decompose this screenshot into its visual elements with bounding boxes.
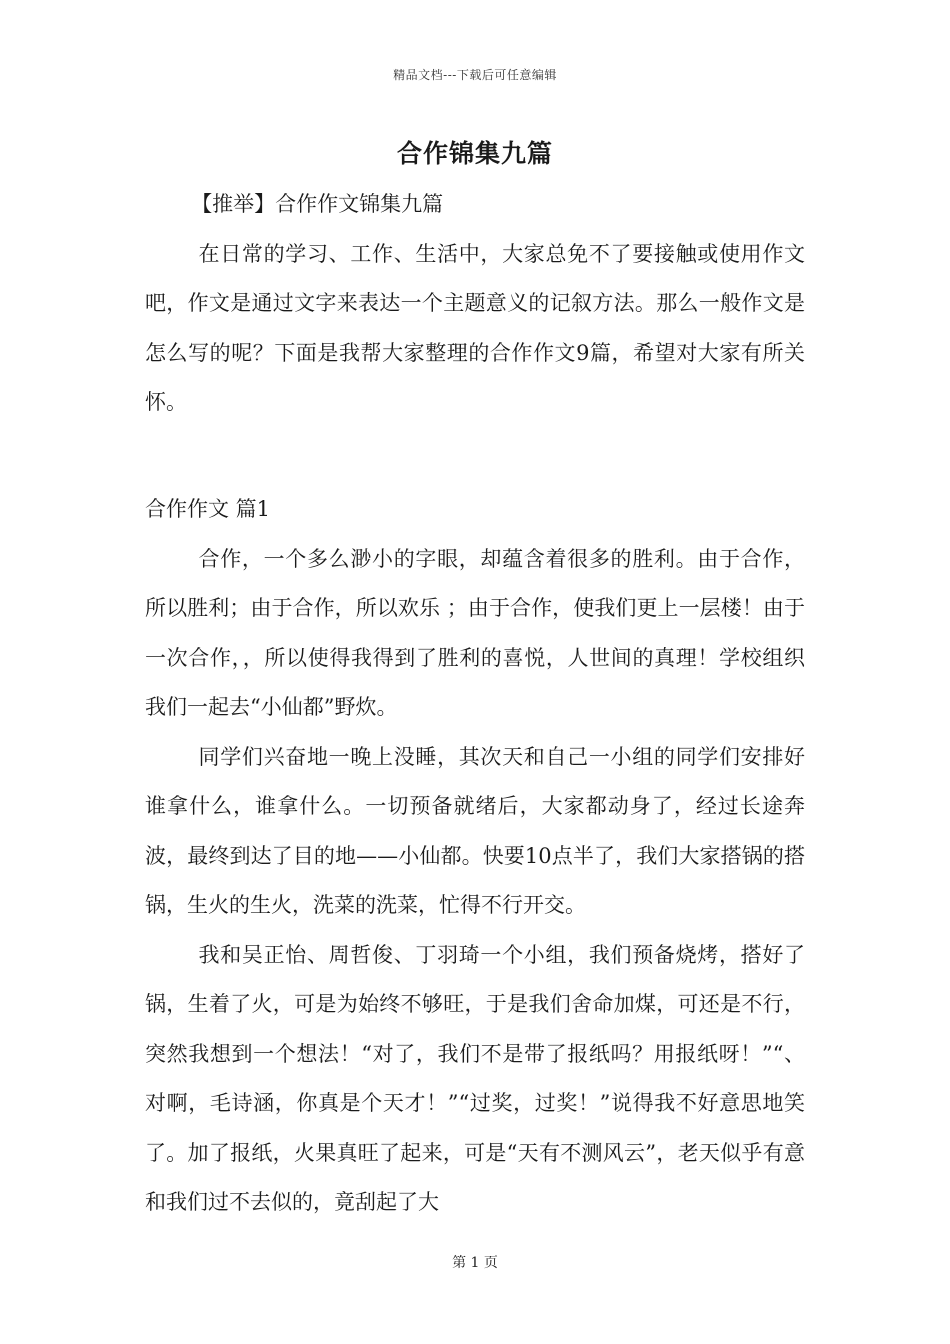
blank-line: [145, 428, 805, 478]
section-heading: 合作作文 篇1: [145, 497, 271, 521]
page-number: 第 1 页: [452, 1255, 498, 1271]
body-paragraph: 同学们兴奋地一晚上没睡，其次天和自己一小组的同学们安排好谁拿什么，谁拿什么。一切预备就绪后，大家都动身了，经过长途奔波，最终到达了目的地——小仙都。快要10点半了，我们大家搭锅的搭锅，生火的生火，洗菜的洗菜，忙得不行开交。: [145, 744, 805, 917]
intro-paragraph: 在日常的学习、工作、生活中，大家总免不了要接触或使用作文吧，作文是通过文字来表达一个主题意义的记叙方法。那么一般作文是怎么写的呢？下面是我帮大家整理的合作作文9篇，希望对大家有所关怀。: [145, 241, 805, 414]
document-title: 合作锦集九篇: [396, 139, 553, 168]
body-paragraph: 合作，一个多么渺小的字眼，却蕴含着很多的胜利。由于合作，所以胜利；由于合作，所以欢乐 ；由于合作，使我们更上一层楼！由于一次合作，，所以使得我得到了胜利的喜悦，人世间的真理！学校组织我们一起去“小仙都”野炊。: [145, 546, 805, 719]
page-header: 精品文档---下载后可任意编辑: [393, 68, 557, 82]
body-paragraph: 我和吴正怡、周哲俊、丁羽琦一个小组，我们预备烧烤，搭好了锅，生着了火，可是为始终不够旺，于是我们舍命加煤，可还是不行，突然我想到一个想法！“对了，我们不是带了报纸吗？用报纸呀！”“、对啊，毛诗涵，你真是个天才！”“过奖，过奖！”说得我不好意思地笑了。加了报纸，火果真旺了起来，可是“天有不测风云”，老天似乎有意和我们过不去似的，竟刮起了大: [145, 942, 805, 1214]
document-body: [145, 180, 805, 1228]
document-subtitle: 【推举】合作作文锦集九篇: [191, 192, 444, 216]
